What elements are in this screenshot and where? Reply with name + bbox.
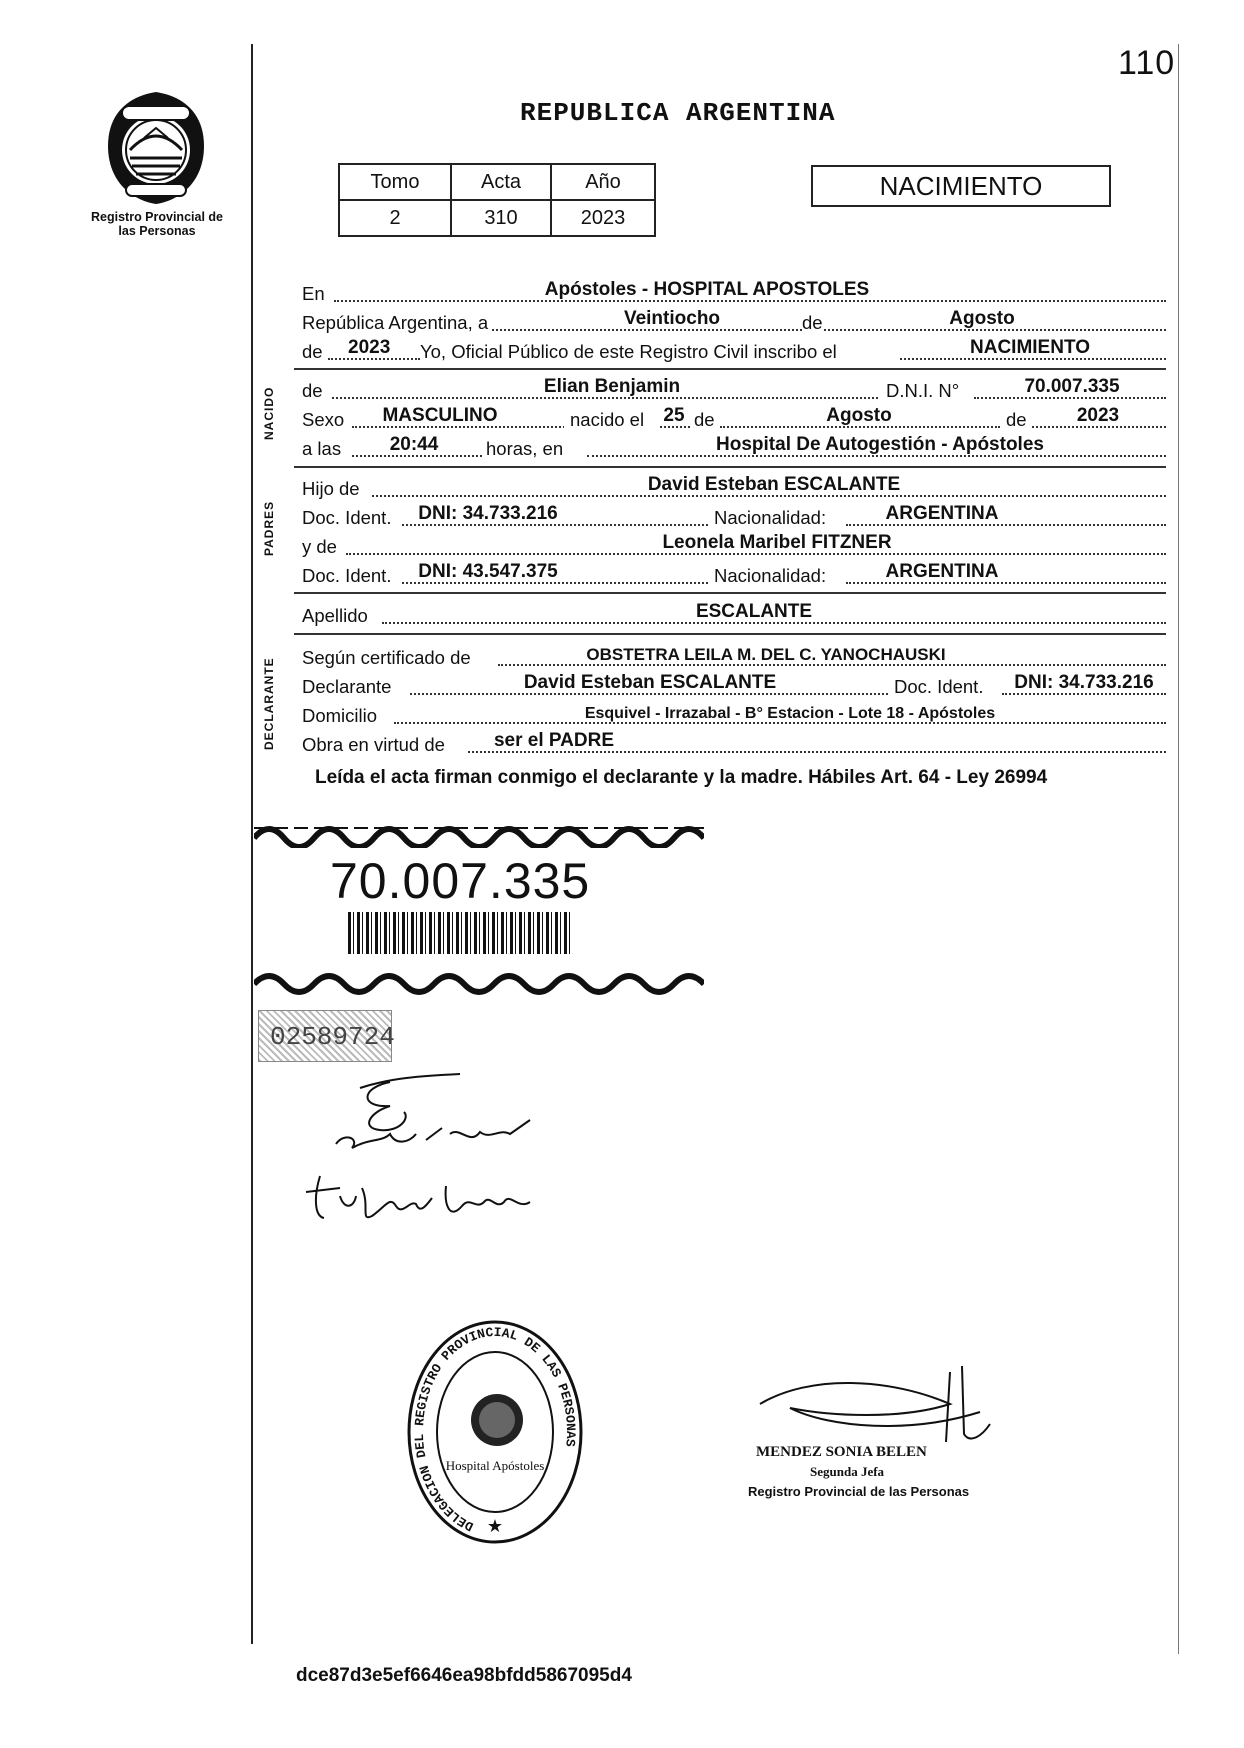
time-label: a las: [302, 438, 342, 459]
official-office: Registro Provincial de las Personas: [748, 1484, 970, 1499]
surname-label: Apellido: [302, 605, 368, 626]
right-margin-line: [1178, 44, 1179, 1654]
nacido-dni: 70.007.335: [1024, 376, 1120, 397]
acts-row: [302, 727, 1166, 757]
father-nationality: ARGENTINA: [885, 503, 999, 524]
declarant-name: David Esteban ESCALANTE: [523, 672, 777, 693]
registry-value-row: [339, 200, 655, 236]
date-day: Veintiocho: [623, 308, 721, 329]
registry-header-row: [339, 164, 655, 200]
address-label: Domicilio: [302, 705, 378, 726]
official-role: Segunda Jefa: [810, 1464, 885, 1479]
address-value: Esquivel - Irrazabal - B° Estacion - Lote 18 - Apóstoles: [584, 705, 996, 722]
official-seal: [405, 1320, 585, 1550]
separator-1: [294, 368, 1166, 370]
declarant-signature: [330, 1068, 550, 1158]
father-label: Hijo de: [302, 478, 360, 499]
section-label-nacido: NACIDO: [262, 386, 276, 440]
place-row: [302, 276, 1166, 306]
section-label-declarante: DECLARANTE: [262, 657, 276, 750]
barcode: [348, 912, 570, 954]
declarant-doc: DNI: 34.733.216: [1014, 672, 1154, 693]
security-band-bottom: [254, 968, 704, 996]
sex-label: Sexo: [302, 409, 345, 430]
certificate-label: Según certificado de: [302, 647, 471, 668]
born-de1: de: [694, 409, 715, 430]
security-band-top: [254, 818, 704, 848]
sex-value: MASCULINO: [382, 405, 498, 426]
address-row: [302, 698, 1166, 728]
year-text: Yo, Oficial Público de este Registro Civil inscribo el: [420, 341, 837, 362]
father-doc: DNI: 34.733.216: [418, 503, 558, 524]
stamp-dni: 70.007.335: [330, 853, 591, 909]
born-year: 2023: [1076, 405, 1120, 426]
signature-icon: [300, 1166, 550, 1230]
section-label-padres: PADRES: [262, 500, 276, 556]
nacido-name: Elian Benjamin: [543, 376, 681, 397]
registry-value-tomo: 2: [339, 200, 451, 236]
birth-place: Hospital De Autogestión - Apóstoles: [716, 434, 1044, 455]
born-de2: de: [1006, 409, 1027, 430]
declarant-row: [302, 669, 1166, 699]
certificate-row: [302, 640, 1166, 670]
official-name: MENDEZ SONIA BELEN: [756, 1444, 927, 1460]
mother-row: [302, 529, 1166, 559]
born-label: nacido el: [564, 409, 644, 431]
declarant-label: Declarante: [302, 676, 392, 697]
oval-seal-icon: [405, 1320, 585, 1550]
logo-caption: Registro Provincial de las Personas: [91, 210, 223, 238]
date-month: Agosto: [949, 308, 1015, 329]
date-label: República Argentina, a: [302, 312, 489, 333]
year-value: 2023: [348, 337, 391, 358]
nacido-sex-row: [302, 402, 1166, 432]
left-margin-line: [251, 44, 253, 1644]
hours-label: horas, en: [486, 438, 564, 459]
mother-signature: [300, 1166, 550, 1230]
father-name: David Esteban ESCALANTE: [647, 474, 901, 495]
mother-doc: DNI: 43.547.375: [418, 561, 558, 582]
signature-icon: [330, 1068, 550, 1158]
document-title: REPUBLICA ARGENTINA: [520, 98, 836, 128]
father-doc-row: [302, 500, 1166, 530]
wave-pattern-icon: [254, 968, 704, 996]
mother-nationality: ARGENTINA: [885, 561, 999, 582]
mother-nat-label: Nacionalidad:: [714, 565, 827, 586]
born-month: Agosto: [826, 405, 892, 426]
registry-header-ano: Año: [551, 164, 655, 200]
registry-value-acta: 310: [451, 200, 551, 236]
date-de-label: de: [802, 312, 823, 333]
official-signature: [750, 1364, 1000, 1454]
seal-ring-text: DELEGACION DEL REGISTRO PROVINCIAL DE LAS PERSONAS: [411, 1324, 579, 1535]
certificate-value: OBSTETRA LEILA M. DEL C. YANOCHAUSKI: [586, 645, 946, 664]
registry-header-tomo: Tomo: [339, 164, 451, 200]
mother-label: y de: [302, 536, 337, 557]
separator-2: [294, 466, 1166, 468]
signature-icon: [750, 1364, 1000, 1454]
father-doc-label: Doc. Ident.: [302, 507, 392, 528]
seal-star-icon: ★: [486, 1516, 504, 1536]
wave-pattern-icon: [254, 818, 704, 848]
document-type-box: NACIMIENTO: [811, 165, 1111, 207]
father-nat-label: Nacionalidad:: [714, 507, 827, 528]
separator-3: [294, 592, 1166, 594]
year-inscription: NACIMIENTO: [970, 337, 1090, 358]
legal-text: Leída el acta firman conmigo el declarante y la madre. Hábiles Art. 64 - Ley 26994: [315, 767, 1048, 788]
nacido-name-label: de: [302, 380, 323, 401]
place-label: En: [302, 283, 325, 304]
nacido-time-row: [302, 431, 1166, 461]
born-day: 25: [663, 405, 685, 426]
separator-4: [294, 633, 1166, 635]
acts-value: ser el PADRE: [493, 730, 615, 751]
declarant-doc-label: Doc. Ident.: [888, 676, 983, 698]
registry-value-ano: 2023: [551, 200, 655, 236]
page-number: 110: [1118, 44, 1176, 82]
mother-doc-label: Doc. Ident.: [302, 565, 392, 586]
registry-header-acta: Acta: [451, 164, 551, 200]
surname-row: [302, 598, 1166, 628]
province-seal-icon: [100, 88, 212, 208]
father-row: [302, 471, 1166, 501]
registry-table: [338, 163, 656, 237]
nacido-name-row: [302, 373, 1166, 403]
place-value: Apóstoles - HOSPITAL APOSTOLES: [544, 279, 870, 300]
acts-label: Obra en virtud de: [302, 734, 445, 755]
time-value: 20:44: [389, 434, 439, 455]
seal-center-text: Hospital Apóstoles: [445, 1458, 545, 1473]
year-label: de: [302, 341, 323, 362]
surname-value: ESCALANTE: [695, 601, 813, 622]
document-hash: dce87d3e5ef6646ea98bfdd5867095d4: [296, 1665, 632, 1686]
province-logo: [100, 88, 212, 208]
date-row: [302, 305, 1166, 335]
dni-label: D.N.I. N°: [880, 380, 959, 402]
year-row: [302, 334, 1166, 364]
mother-doc-row: [302, 558, 1166, 588]
control-number: 02589724: [270, 1022, 395, 1052]
mother-name: Leonela Maribel FITZNER: [662, 532, 892, 553]
